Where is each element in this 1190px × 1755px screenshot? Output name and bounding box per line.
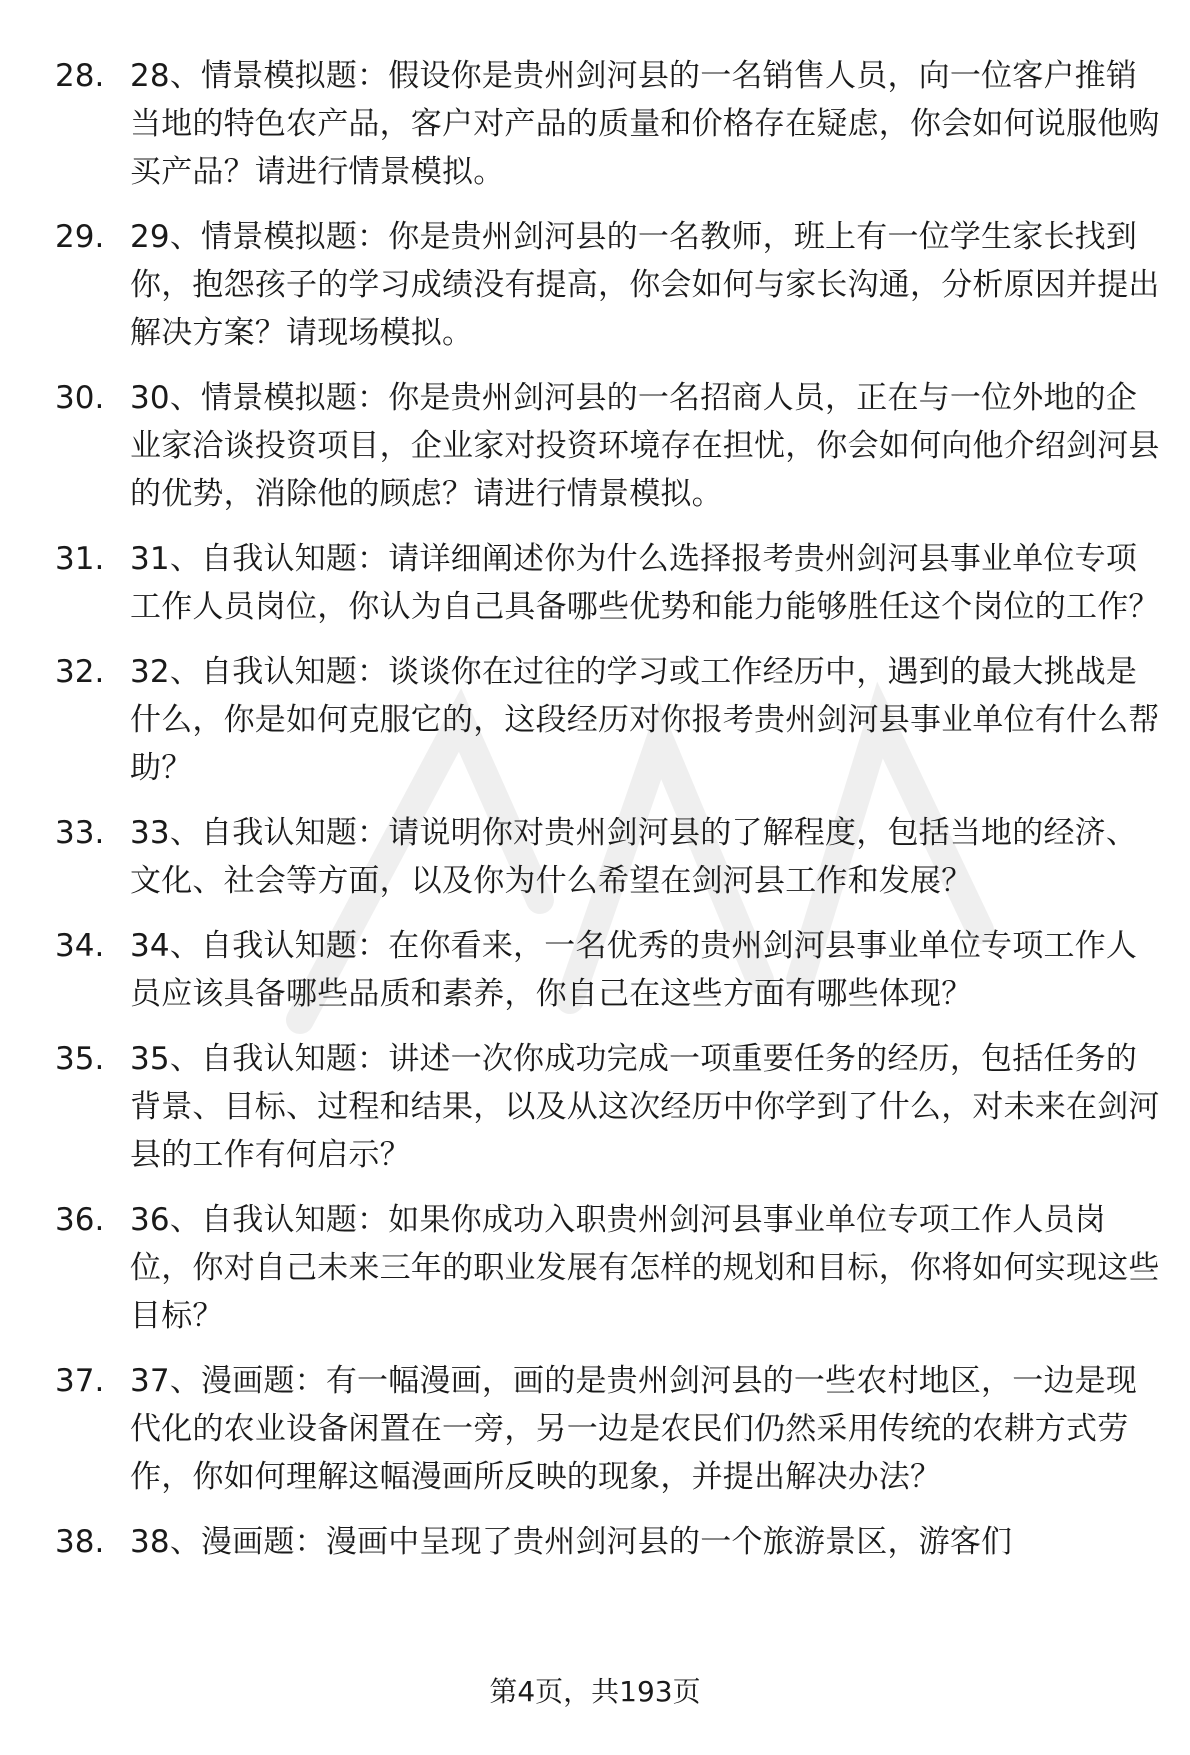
page-footer	[0, 1672, 1190, 1712]
question-number: 30.	[55, 380, 105, 416]
question-item	[55, 809, 1160, 905]
question-text: 38、漫画题：漫画中呈现了贵州剑河县的一个旅游景区，游客们	[130, 1524, 1013, 1560]
question-text: 30、情景模拟题：你是贵州剑河县的一名招商人员，正在与一位外地的企业家洽谈投资项目，企业家对投资环境存在担忧，你会如何向他介绍剑河县的优势，消除他的顾虑？请进行情景模拟。	[130, 380, 1160, 512]
question-text: 33、自我认知题：请说明你对贵州剑河县的了解程度，包括当地的经济、文化、社会等方面，以及你为什么希望在剑河县工作和发展？	[130, 815, 1138, 899]
question-text: 36、自我认知题：如果你成功入职贵州剑河县事业单位专项工作人员岗位，你对自己未来三年的职业发展有怎样的规划和目标，你将如何实现这些目标？	[130, 1202, 1160, 1334]
question-number: 32.	[55, 654, 105, 690]
question-item	[55, 1196, 1160, 1340]
question-number: 28.	[55, 58, 105, 94]
question-number: 35.	[55, 1041, 105, 1077]
question-text: 29、情景模拟题：你是贵州剑河县的一名教师，班上有一位学生家长找到你，抱怨孩子的学习成绩没有提高，你会如何与家长沟通，分析原因并提出解决方案？请现场模拟。	[130, 219, 1160, 351]
question-number: 33.	[55, 815, 105, 851]
question-text: 32、自我认知题：谈谈你在过往的学习或工作经历中，遇到的最大挑战是什么，你是如何克服它的，这段经历对你报考贵州剑河县事业单位有什么帮助？	[130, 654, 1160, 786]
question-item	[55, 1518, 1160, 1566]
question-number: 31.	[55, 541, 105, 577]
question-item	[55, 922, 1160, 1018]
question-text: 37、漫画题：有一幅漫画，画的是贵州剑河县的一些农村地区，一边是现代化的农业设备闲置在一旁，另一边是农民们仍然采用传统的农耕方式劳作，你如何理解这幅漫画所反映的现象，并提出解决办法？	[130, 1363, 1138, 1495]
question-list	[55, 52, 1160, 1583]
question-item	[55, 1035, 1160, 1179]
question-text: 28、情景模拟题：假设你是贵州剑河县的一名销售人员，向一位客户推销当地的特色农产品，客户对产品的质量和价格存在疑虑，你会如何说服他购买产品？请进行情景模拟。	[130, 58, 1160, 190]
question-item	[55, 52, 1160, 196]
question-item	[55, 648, 1160, 792]
question-text: 35、自我认知题：讲述一次你成功完成一项重要任务的经历，包括任务的背景、目标、过程和结果，以及从这次经历中你学到了什么，对未来在剑河县的工作有何启示？	[130, 1041, 1160, 1173]
question-number: 37.	[55, 1363, 105, 1399]
question-text: 31、自我认知题：请详细阐述你为什么选择报考贵州剑河县事业单位专项工作人员岗位，你认为自己具备哪些优势和能力能够胜任这个岗位的工作？	[130, 541, 1160, 625]
question-number: 34.	[55, 928, 105, 964]
question-item	[55, 213, 1160, 357]
question-number: 38.	[55, 1524, 105, 1560]
question-number: 29.	[55, 219, 105, 255]
question-item	[55, 535, 1160, 631]
question-item	[55, 1357, 1160, 1501]
question-item	[55, 374, 1160, 518]
page-number-label: 第4页，共193页	[489, 1675, 701, 1708]
question-text: 34、自我认知题：在你看来，一名优秀的贵州剑河县事业单位专项工作人员应该具备哪些品质和素养，你自己在这些方面有哪些体现？	[130, 928, 1138, 1012]
question-number: 36.	[55, 1202, 105, 1238]
